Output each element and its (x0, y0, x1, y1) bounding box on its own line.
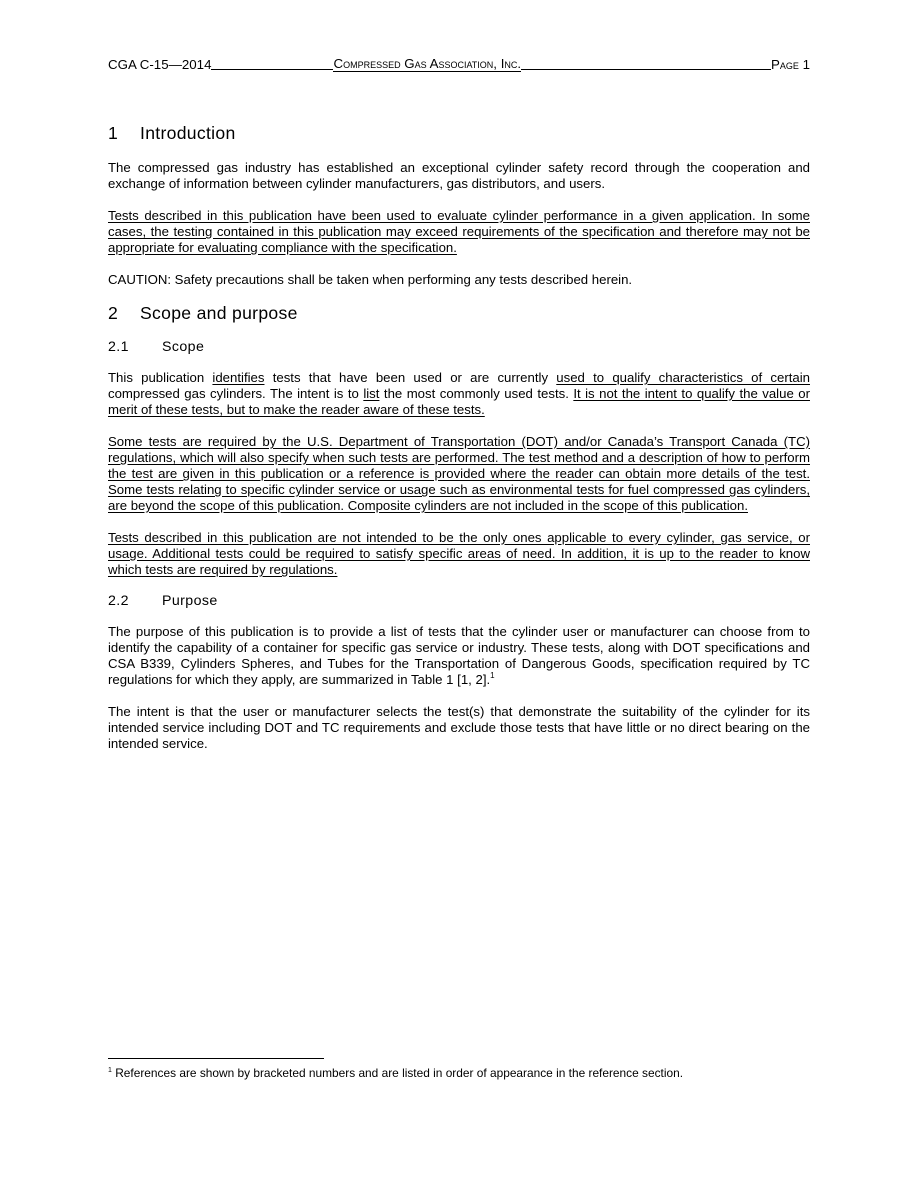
section-2-1-heading: 2.1 Scope (108, 339, 205, 355)
header-doc-id: CGA C-15—2014 (108, 57, 212, 72)
section-1-heading: 1 Introduction (108, 123, 236, 143)
caution-paragraph: CAUTION: Safety precautions shall be taken when performing any tests described herein. (108, 272, 633, 287)
body-content (108, 122, 810, 752)
section-2-heading: 2 Scope and purpose (108, 303, 298, 323)
footnote-ref-1: 1 (490, 671, 495, 680)
footnote (108, 1066, 810, 1080)
scope-paragraph-1: This publication identifies tests that have been used or are currently used to qualify characteristics of certain compressed gas cylinders. The intent is to list the most commonly used tests. It is not the intent to qualify the value or merit of these tests, but to make the reader aware of these tests. (108, 370, 810, 417)
scope-paragraph-2: Some tests are required by the U.S. Department of Transportation (DOT) and/or Canada’s Transport Canada (TC) regulations, which will also specify when such tests are performed. The test method and a description of how to perform the test are given in this publication or a reference is provided where the reader can obtain more details of the test. Some tests relating to specific cylinder service or usage such as environmental tests for fuel compressed gas cylinders, are beyond the scope of this publication. Composite cylinders are not included in the scope of this publication. (108, 434, 810, 513)
purpose-paragraph-1: The purpose of this publication is to provide a list of tests that the cylinder user or manufacturer can choose from to identify the capability of a container for specific gas service or industry. These tests, along with DOT specifications and CSA B339, Cylinders Spheres, and Tubes for the Transportation of Dangerous Goods, specification required by TC regulations for which they apply, are summarized in Table 1 [1, 2].$^1$ (108, 624, 810, 687)
header-rule-right (521, 69, 771, 70)
section-2-2-heading: 2.2 Purpose (108, 593, 218, 609)
footnote-separator (108, 1058, 324, 1059)
footnote-marker: 1 (108, 1067, 112, 1074)
footnote-text: References are shown by bracketed numbers and are listed in order of appearance in the reference section. (115, 1066, 683, 1080)
header-page-number: Page 1 (771, 57, 810, 72)
header-org: Compressed Gas Association, Inc. (333, 56, 522, 71)
intro-paragraph-1: The compressed gas industry has established an exceptional cylinder safety record through the cooperation and exchange of information between cylinder manufacturers, gas distributors, and users. (108, 160, 810, 191)
scope-paragraph-3: Tests described in this publication are not intended to be the only ones applicable to every cylinder, gas service, or usage. Additional tests could be required to satisfy specific areas of need. In addition, it is up to the reader to know which tests are required by regulations. (108, 530, 810, 577)
running-header (108, 54, 810, 72)
intro-paragraph-2: Tests described in this publication have been used to evaluate cylinder performance in a given application. In some cases, the testing contained in this publication may exceed requirements of the specification and therefore may not be appropriate for evaluating compliance with the specification. (108, 208, 810, 255)
header-rule-left (211, 69, 333, 70)
purpose-paragraph-2: The intent is that the user or manufacturer selects the test(s) that demonstrate the suitability of the cylinder for its intended service including DOT and TC requirements and exclude those tests that have little or no direct bearing on the intended service. (108, 704, 810, 751)
